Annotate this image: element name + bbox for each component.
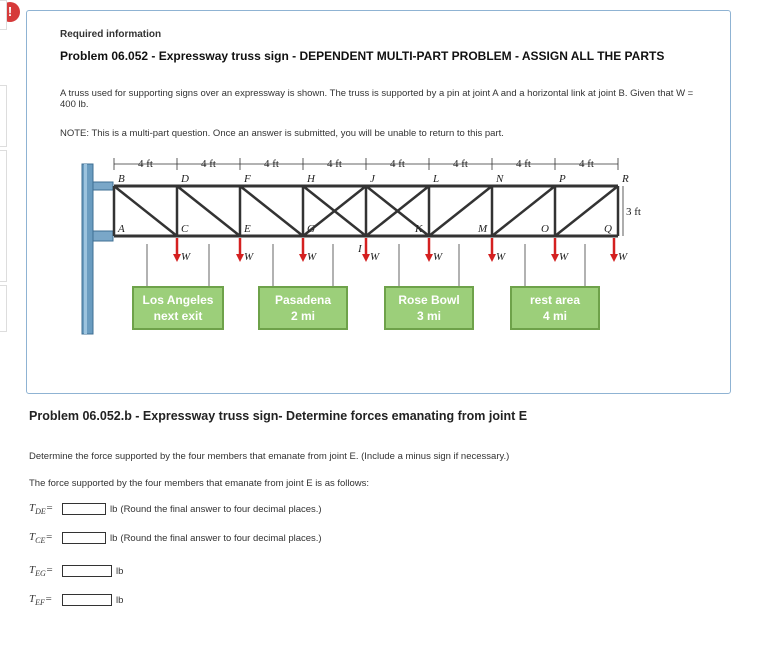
support-pole bbox=[82, 164, 93, 334]
prompt-summary: The force supported by the four members that emanate from joint E is as follows: bbox=[29, 478, 370, 489]
alert-icon: ! bbox=[0, 2, 20, 22]
pole-highlight bbox=[84, 164, 87, 334]
joint-label: Q bbox=[604, 223, 612, 235]
load-arrowhead bbox=[299, 254, 307, 262]
joint-label: H bbox=[307, 173, 315, 185]
problem-title: Problem 06.052 - Expressway truss sign - DEPENDENT MULTI-PART PROBLEM - ASSIGN ALL THE PARTS bbox=[60, 49, 665, 63]
joint-label: P bbox=[559, 173, 566, 185]
sign-line1: Rose Bowl bbox=[398, 293, 460, 307]
side-tab[interactable] bbox=[0, 0, 7, 30]
joint-label: A bbox=[118, 223, 125, 235]
problem-description: A truss used for supporting signs over an expressway is shown. The truss is supported by a pin at joint A and a horizontal link at joint B. Given that W = 400 lb. bbox=[60, 88, 694, 110]
answer-label: $T_{DE}=$ bbox=[29, 501, 54, 517]
sign-line2: next exit bbox=[153, 309, 203, 323]
load-arrowhead bbox=[551, 254, 559, 262]
load-arrowhead bbox=[173, 254, 181, 262]
load-label: W bbox=[618, 251, 628, 263]
height-label: 3 ft bbox=[626, 206, 641, 218]
joint-label: D bbox=[181, 173, 189, 185]
part-title: Problem 06.052.b - Expressway truss sign- Determine forces emanating from joint E bbox=[29, 409, 528, 423]
sign-line2: 4 mi bbox=[542, 309, 568, 323]
spacing-label: 4 ft bbox=[516, 158, 531, 170]
load-label: W bbox=[559, 251, 569, 263]
answer-unit: lb bbox=[116, 565, 124, 577]
sign-line1: Pasadena bbox=[274, 293, 332, 307]
required-information-heading: Required information bbox=[60, 29, 162, 40]
side-tab[interactable] bbox=[0, 150, 7, 282]
answer-label: $T_{EG}=$ bbox=[29, 563, 54, 579]
answer-note: (Round the final answer to four decimal places.) bbox=[120, 503, 322, 515]
joint-label: G bbox=[307, 223, 315, 235]
signs bbox=[133, 287, 599, 329]
load-arrowhead bbox=[425, 254, 433, 262]
load-arrowhead bbox=[610, 254, 618, 262]
sign-line1: Los Angeles bbox=[142, 293, 214, 307]
load-label: W bbox=[244, 251, 254, 263]
sign-line2: 3 mi bbox=[416, 309, 442, 323]
load-label: W bbox=[433, 251, 443, 263]
answer-row-ef bbox=[29, 592, 123, 608]
answer-label: $T_{CE}=$ bbox=[29, 530, 53, 546]
answer-input-ce[interactable] bbox=[62, 532, 106, 544]
joint-label: O bbox=[541, 223, 549, 235]
joint-label: C bbox=[181, 223, 189, 235]
multi-part-note: NOTE: This is a multi-part question. Once an answer is submitted, you will be unable to return to this part. bbox=[60, 128, 504, 139]
spacing-label: 4 ft bbox=[138, 158, 153, 170]
load-arrows bbox=[173, 238, 628, 263]
bottom-joint-labels bbox=[117, 223, 612, 255]
truss-figure bbox=[78, 152, 641, 342]
answer-input-eg[interactable] bbox=[62, 565, 112, 577]
joint-label: B bbox=[118, 173, 125, 185]
answer-label: $T_{EF}=$ bbox=[29, 592, 53, 608]
load-arrowhead bbox=[362, 254, 370, 262]
sign-line2: 2 mi bbox=[290, 309, 316, 323]
top-joint-labels bbox=[118, 173, 629, 185]
spacing-label: 4 ft bbox=[201, 158, 216, 170]
answer-note: (Round the final answer to four decimal places.) bbox=[120, 532, 322, 544]
joint-label: I bbox=[358, 243, 362, 255]
spacing-label: 4 ft bbox=[390, 158, 405, 170]
load-label: W bbox=[181, 251, 191, 263]
joint-label: E bbox=[244, 223, 251, 235]
answer-unit: lb bbox=[110, 503, 118, 515]
side-tab[interactable] bbox=[0, 285, 7, 332]
sign-line1: rest area bbox=[529, 293, 581, 307]
joint-label: J bbox=[370, 173, 375, 185]
joint-label: R bbox=[622, 173, 629, 185]
load-arrowhead bbox=[236, 254, 244, 262]
answer-row-eg bbox=[29, 563, 123, 579]
spacing-label: 4 ft bbox=[579, 158, 594, 170]
answer-unit: lb bbox=[116, 594, 124, 606]
joint-label: F bbox=[244, 173, 251, 185]
joint-label: K bbox=[415, 223, 423, 235]
side-tab[interactable] bbox=[0, 85, 7, 147]
joint-label: M bbox=[478, 223, 488, 235]
joint-label: L bbox=[433, 173, 440, 185]
spacing-label: 4 ft bbox=[453, 158, 468, 170]
pin-bracket bbox=[93, 231, 113, 241]
prompt: Determine the force supported by the four members that emanate from joint E. (Include a minus sign if necessary.) bbox=[29, 451, 510, 462]
link-bracket bbox=[93, 182, 113, 190]
spacing-label: 4 ft bbox=[264, 158, 279, 170]
load-label: W bbox=[496, 251, 506, 263]
answer-input-de[interactable] bbox=[62, 503, 106, 515]
spacing-label: 4 ft bbox=[327, 158, 342, 170]
answer-row-de bbox=[29, 501, 322, 517]
answer-input-ef[interactable] bbox=[62, 594, 112, 606]
load-label: W bbox=[307, 251, 317, 263]
answer-unit: lb bbox=[110, 532, 118, 544]
answer-row-ce bbox=[29, 530, 322, 546]
load-label: W bbox=[370, 251, 380, 263]
load-arrowhead bbox=[488, 254, 496, 262]
joint-label: N bbox=[496, 173, 504, 185]
